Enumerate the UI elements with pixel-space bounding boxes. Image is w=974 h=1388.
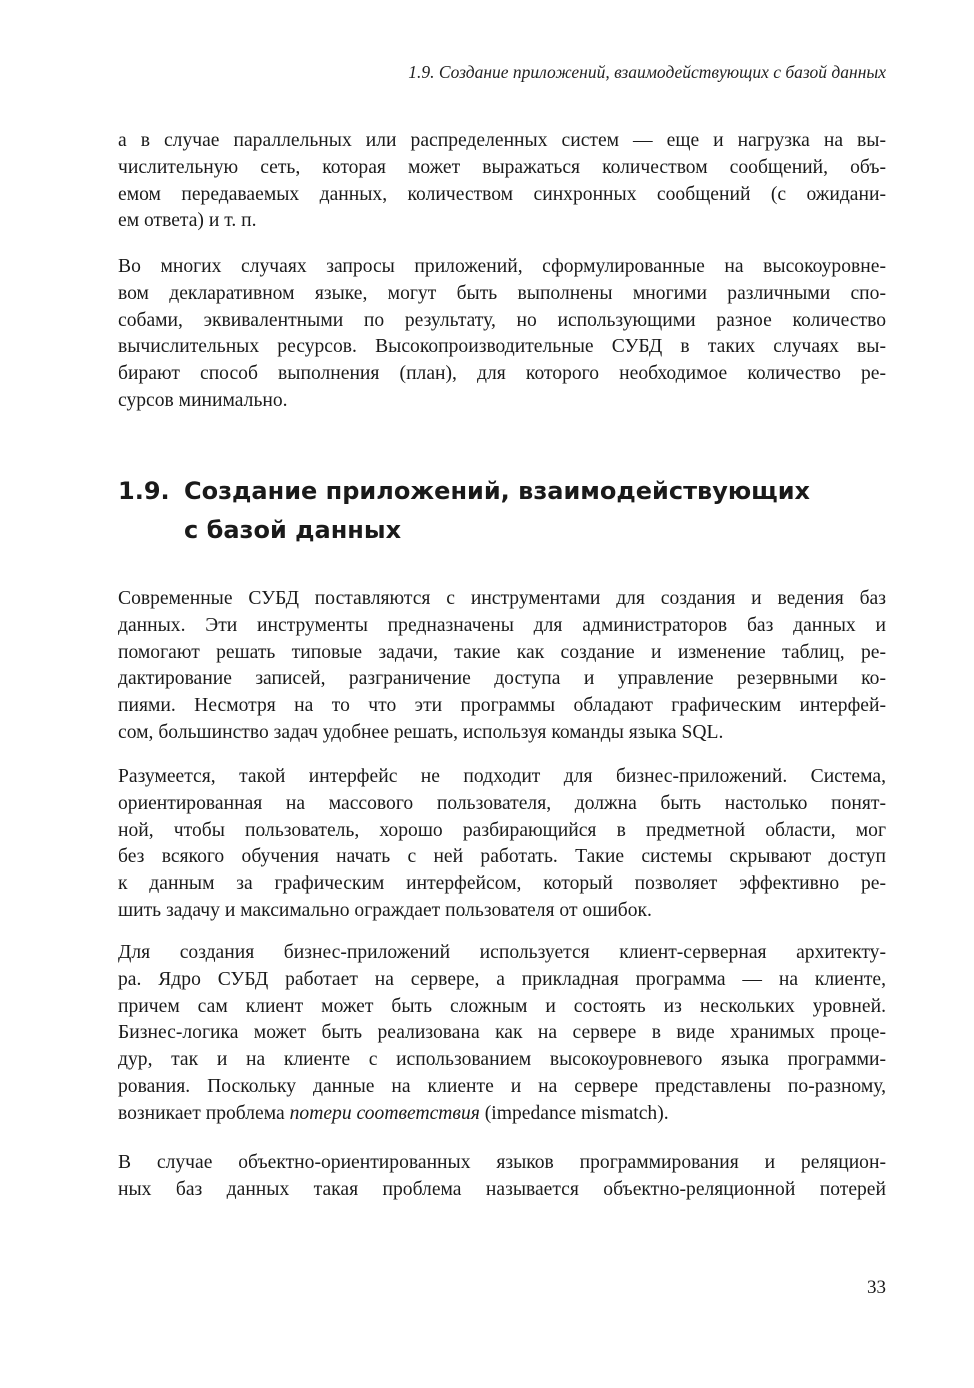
text-line: шить задачу и максимально ограждает пользователя от ошибок. bbox=[118, 899, 652, 921]
text-line: собами, эквивалентными по результату, но использующими разное количество bbox=[118, 309, 886, 331]
italic-term: потери соответствия bbox=[289, 1102, 480, 1124]
text-line: емом передаваемых данных, количеством синхронных сообщений (с ожидани- bbox=[118, 183, 886, 205]
text-line: Разумеется, такой интерфейс не подходит для бизнес-приложений. Система, bbox=[118, 766, 886, 787]
text-segment: (impedance mismatch). bbox=[479, 1102, 669, 1124]
text-line: дур, так и на клиенте с использованием высокоуровневого языка программи- bbox=[118, 1049, 886, 1071]
text-segment: возникает проблема bbox=[118, 1102, 290, 1124]
text-line: Для создания бизнес-приложений используется клиент-серверная архитекту- bbox=[118, 942, 886, 963]
paragraph-4 bbox=[118, 764, 886, 925]
page-number: 33 bbox=[867, 1277, 886, 1298]
text-line: бирают способ выполнения (план), для которого необходимое количество ре- bbox=[118, 363, 886, 385]
text-line: сурсов минимально. bbox=[118, 389, 288, 411]
text-line: ных баз данных такая проблема называется объектно-реляционной потерей bbox=[118, 1178, 886, 1200]
text-line: ной, чтобы пользователь, хорошо разбирающийся в предметной области, мог bbox=[118, 819, 886, 841]
text-line: помогают решать типовые задачи, такие как создание и изменение таблиц, ре- bbox=[118, 641, 886, 663]
paragraph-3 bbox=[118, 586, 886, 747]
text-line: сом, большинство задач удобнее решать, используя команды языка SQL. bbox=[118, 721, 724, 743]
text-line: к данным за графическим интерфейсом, который позволяет эффективно ре- bbox=[118, 873, 886, 895]
text-line: числительную сеть, которая может выражаться количеством сообщений, объ- bbox=[118, 156, 886, 178]
text-line: ра. Ядро СУБД работает на сервере, а прикладная программа — на клиенте, bbox=[118, 968, 886, 990]
text-line: данных. Эти инструменты предназначены для администраторов баз данных и bbox=[118, 614, 886, 636]
text-line: Бизнес-логика может быть реализована как на сервере в виде хранимых проце- bbox=[118, 1022, 886, 1044]
paragraph-5 bbox=[118, 940, 886, 1128]
text-line: рования. Поскольку данные на клиенте и на сервере представлены по-разному, bbox=[118, 1075, 886, 1097]
text-line: ориентированная на массового пользователя, должна быть настолько понят- bbox=[118, 792, 886, 814]
text-line: а в случае параллельных или распределенных систем — еще и нагрузка на вы- bbox=[118, 130, 886, 151]
text-line: Во многих случаях запросы приложений, сформулированные на высокоуровне- bbox=[118, 256, 886, 277]
text-line: Современные СУБД поставляются с инструментами для создания и ведения баз bbox=[118, 588, 886, 609]
section-number: 1.9. bbox=[118, 477, 170, 505]
text-line: дактирование записей, разграничение доступа и управление резервными ко- bbox=[118, 668, 886, 690]
section-heading bbox=[118, 472, 810, 550]
text-line: В случае объектно-ориентированных языков программирования и реляцион- bbox=[118, 1152, 886, 1173]
paragraph-1 bbox=[118, 128, 886, 235]
text-line bbox=[118, 1101, 886, 1128]
paragraph-2 bbox=[118, 254, 886, 415]
text-line: причем сам клиент может быть сложным и состоять из нескольких уровней. bbox=[118, 995, 886, 1017]
text-line: без всякого обучения начать с ней работать. Такие системы скрывают доступ bbox=[118, 846, 886, 868]
text-line: вом декларативном языке, могут быть выполнены многими различными спо- bbox=[118, 282, 886, 304]
text-line: ем ответа) и т. п. bbox=[118, 210, 257, 232]
section-title-line2: с базой данных bbox=[184, 516, 402, 544]
text-line: вычислительных ресурсов. Высокопроизводительные СУБД в таких случаях вы- bbox=[118, 336, 886, 358]
section-title-line1: Создание приложений, взаимодействующих bbox=[184, 477, 811, 505]
running-header: 1.9. Создание приложений, взаимодействующих с базой данных bbox=[408, 62, 886, 82]
text-line: пиями. Несмотря на то что эти программы обладают графическим интерфей- bbox=[118, 695, 886, 717]
paragraph-6 bbox=[118, 1150, 886, 1204]
